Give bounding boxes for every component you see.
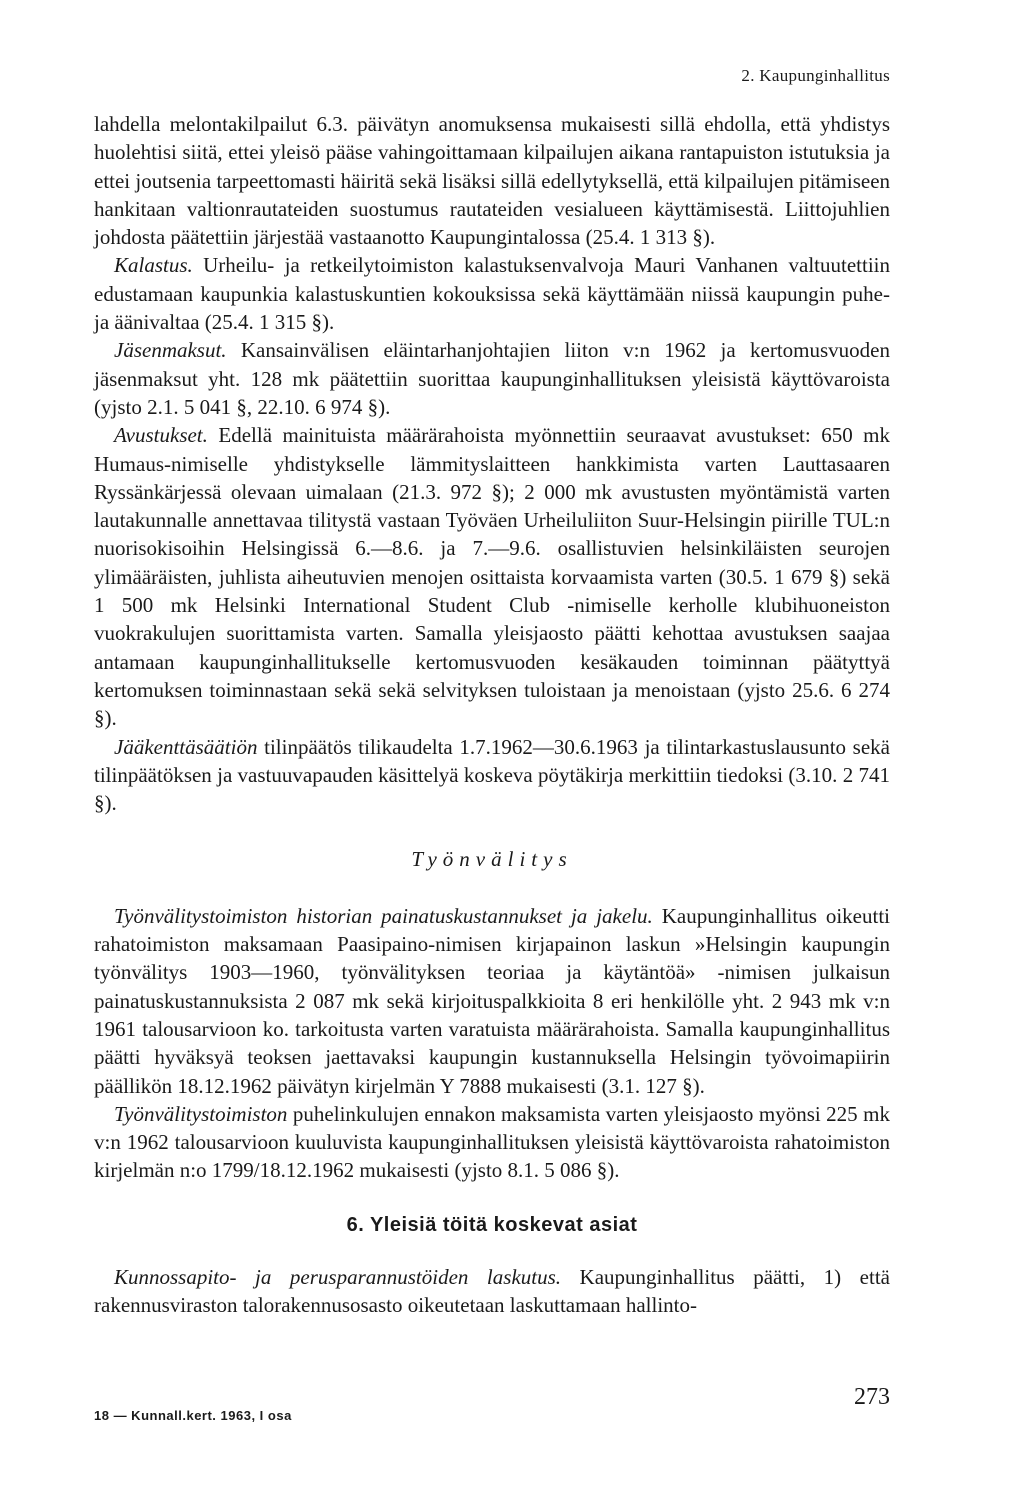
paragraph-lead: Kunnossapito- ja perusparannustöiden laskutus.	[114, 1264, 562, 1289]
paragraph-lead: Avustukset.	[114, 423, 208, 448]
paragraph-lead: Jäsenmaksut.	[114, 338, 227, 363]
paragraph-historia	[94, 902, 890, 1100]
page-number: 273	[854, 1384, 890, 1410]
paragraph-text: puhelinkulujen ennakon maksamista varten yleisjaosto myönsi 225 mk v:n 1962 talousarvioon kuuluvista kaupunginhallituksen yleisistä käyttövaroista rahatoimiston kirjelmän n:o 1799/18.12.1962 mukaisesti (yjsto 8.1. 5 086 §).	[94, 1101, 890, 1183]
paragraph-text: Kaupunginhallitus päätti, 1) että rakennusviraston talorakennusosasto oikeutetaan laskuttamaan hallinto-	[94, 1264, 890, 1318]
paragraph-jasenmaksut	[94, 336, 890, 421]
paragraph-text: tilinpäätös tilikaudelta 1.7.1962—30.6.1963 ja tilintarkastuslausunto sekä tilinpäätöksen ja vastuuvapauden käsittelyä koskeva pöytäkirja merkittiin tiedoksi (3.10. 2 741 §).	[94, 734, 890, 816]
paragraph-melontakilpailut	[94, 110, 890, 251]
chapter-heading: 6. Yleisiä töitä koskevat asiat	[346, 1213, 638, 1236]
paragraph-puhelinkulut	[94, 1100, 890, 1185]
paragraph-text: Urheilu- ja retkeilytoimiston kalastuksenvalvoja Mauri Vanhanen valtuutettiin edustamaan kaupunkia kalastuskuntien kokouksissa sekä käyttämään niissä kaupungin puhe- ja äänivaltaa (25.4. 1 315 §).	[94, 253, 890, 335]
running-head: 2. Kaupunginhallitus	[741, 66, 890, 85]
paragraph-lead: Työnvälitystoimiston	[114, 1101, 288, 1126]
section-heading: Työnvälitys	[411, 847, 573, 872]
paragraph-text: Kaupunginhallitus oikeutti rahatoimiston maksamaan Paasipaino-nimisen kirjapainon laskun »Helsingin kaupungin työnvälitys 1903—1960, työnvälityksen teoriaa ja käytäntöä» -nimisen julkaisun painatuskustannuksista 2 087 mk sekä kirjoituspalkkioita 8 eri henkilölle yht. 2 943 mk v:n 1961 talousarvioon ko. tarkoitusta varten varatuista määrärahoista. Samalla kaupunginhallitus päätti hyväksyä teoksen jaettavaksi kaupungin kustannuksella Helsingin työvoimapiirin päällikön 18.12.1962 päivätyn kirjelmän Y 7888 mukaisesti (3.1. 127 §).	[94, 903, 891, 1098]
paragraph-avustukset	[94, 421, 890, 732]
paragraph-lead: Työnvälitystoimiston historian painatuskustannukset ja jakelu.	[114, 903, 653, 928]
footer-signature: 18 — Kunnall.kert. 1963, I osa	[94, 1408, 292, 1423]
paragraph-text: Edellä mainituista määrärahoista myönnettiin seuraavat avustukset: 650 mk Humaus-nimiselle yhdistykselle lämmityslaitteen hankkimista varten Lauttasaaren Ryssänkärjessä olevaan uimalaan (21.3. 972 §); 2 000 mk avustusten myöntämistä varten lautakunnalle annettavaa tilitystä vastaan Työväen Urheiluliiton Suur-Helsingin piirille TUL:n nuorisokisoihin Helsingissä 6.—8.6. ja 7.—9.6. osallistuvien helsinkiläisten seurojen ylimääräisten, juhlista aiheutuvien menojen osittaista korvaamista varten (30.5. 1 679 §) sekä 1 500 mk Helsinki International Student Club -nimiselle kerholle klubihuoneiston vuokrakulujen suorittamista varten. Samalla yleisjaosto päätti kehottaa avustuksen saajaa antamaan kaupunginhallitukselle kertomusvuoden kesäkauden toiminnan päätyttyä kertomuksen toiminnastaan sekä sekä selvityksen tuloistaan ja menoistaan (yjsto 25.6. 6 274 §).	[94, 423, 890, 731]
paragraph-lead: Jääkenttäsäätiön	[114, 734, 258, 759]
paragraph-laskutus	[94, 1263, 890, 1320]
paragraph-text: Kansainvälisen eläintarhanjohtajien liiton v:n 1962 ja kertomusvuoden jäsenmaksut yht. 128 mk päätettiin suorittaa kaupunginhallituksen yleisistä käyttövaroista (yjsto 2.1. 5 041 §, 22.10. 6 974 §).	[94, 338, 890, 419]
page-body	[94, 110, 890, 1320]
paragraph-kalastus	[94, 251, 890, 336]
paragraph-jaakenttasaatio	[94, 733, 890, 818]
paragraph-text: lahdella melontakilpailut 6.3. päivätyn anomuksensa mukaisesti sillä ehdolla, että yhdistys huolehtisi siitä, ettei yleisö pääse vahingoittamaan kilpailujen aikana rantapuiston istutuksia ja ettei joutsenia tarpeettomasti häiritä sekä lisäksi sillä edellytyksellä, että kilpailujen pitämiseen hankitaan valtionrautateiden suostumus rautateiden vesialueen käyttämisestä. Liittojuhlien johdosta päätettiin järjestää vastaanotto Kaupungintalossa (25.4. 1 313 §).	[94, 112, 891, 250]
paragraph-lead: Kalastus.	[114, 253, 193, 278]
